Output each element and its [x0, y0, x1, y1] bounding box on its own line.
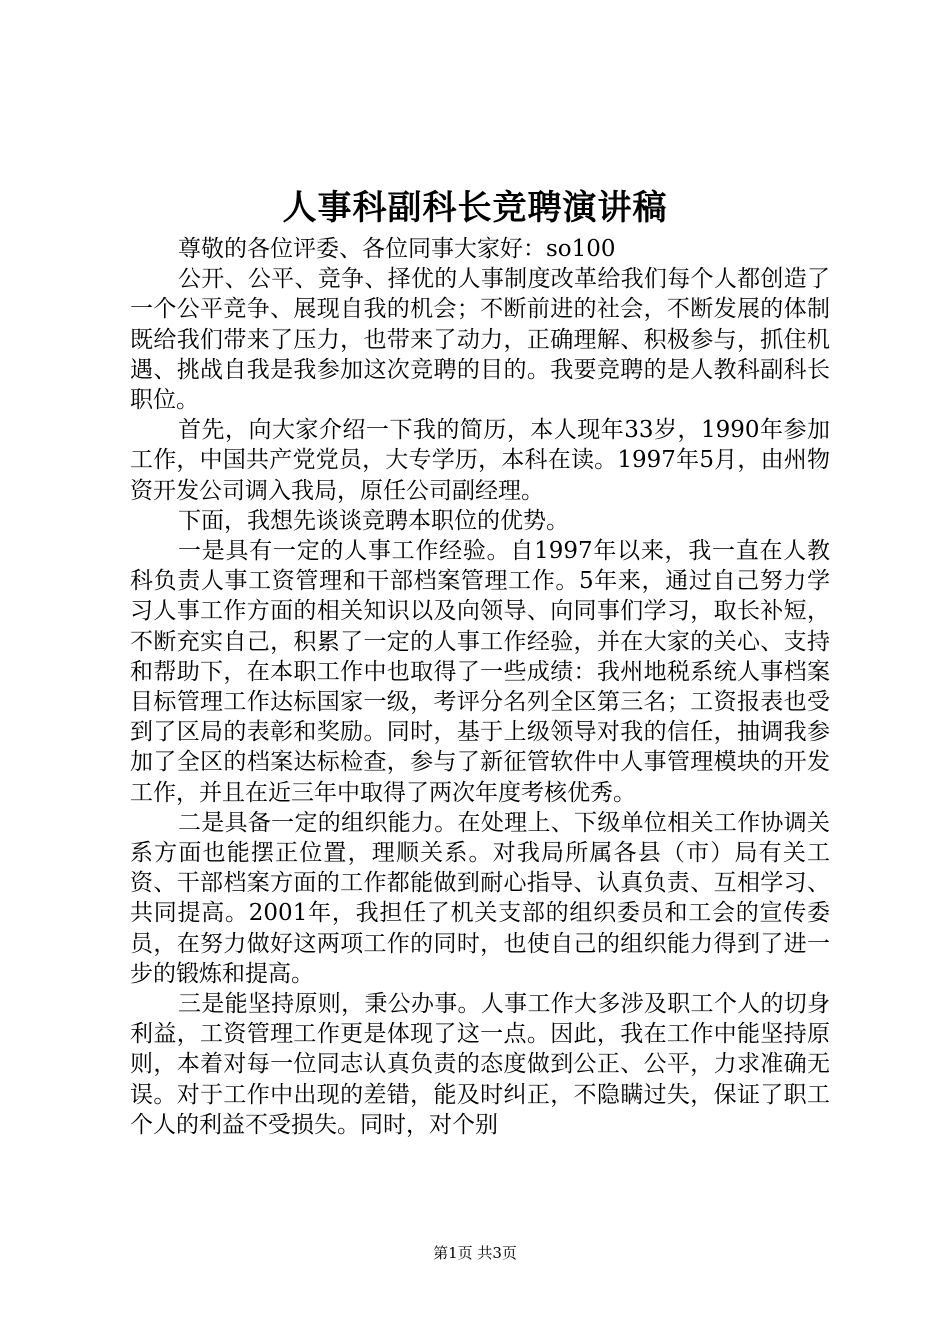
- paragraph-resume: 首先，向大家介绍一下我的简历，本人现年33岁，1990年参加工作，中国共产党党员，大专学历，本科在读。1997年5月，由州物资开发公司调入我局，原任公司副经理。: [130, 417, 830, 504]
- document-body: [130, 234, 830, 1140]
- page-number-footer: 第1页 共3页: [433, 1244, 517, 1262]
- paragraph-advantage-organization: 二是具备一定的组织能力。在处理上、下级单位相关工作协调关系方面也能摆正位置，理顺关系。对我局所属各县（市）局有关工资、干部档案方面的工作都能做到耐心指导、认真负责、互相学习、共同提高。2001年，我担任了机关支部的组织委员和工会的宣传委员，在努力做好这两项工作的同时，也使自己的组织能力得到了进一步的锻炼和提高。: [130, 809, 830, 987]
- paragraph-advantage-principles: 三是能坚持原则，秉公办事。人事工作大多涉及职工个人的切身利益，工资管理工作更是体现了这一点。因此，我在工作中能坚持原则，本着对每一位同志认真负责的态度做到公正、公平，力求准确无误。对于工作中出现的差错，能及时纠正，不隐瞒过失，保证了职工个人的利益不受损失。同时，对个别: [130, 991, 830, 1138]
- paragraph-greeting: 尊敬的各位评委、各位同事大家好：so100: [178, 236, 616, 262]
- document-title: 人事科副科长竞聘演讲稿: [282, 188, 668, 228]
- paragraph-advantage-experience: 一是具有一定的人事工作经验。自1997年以来，我一直在人教科负责人事工资管理和干部档案管理工作。5年来，通过自己努力学习人事工作方面的相关知识以及向领导、向同事们学习，取长补短，不断充实自己，积累了一定的人事工作经验，并在大家的关心、支持和帮助下，在本职工作中也取得了一些成绩：我州地税系统人事档案目标管理工作达标国家一级，考评分名列全区第三名；工资报表也受到了区局的表彰和奖励。同时，基于上级领导对我的信任，抽调我参加了全区的档案达标检查，参与了新征管软件中人事管理模块的开发工作，并且在近三年中取得了两次年度考核优秀。: [130, 538, 830, 806]
- paragraph-introduction: 公开、公平、竞争、择优的人事制度改革给我们每个人都创造了一个公平竞争、展现自我的机会；不断前进的社会，不断发展的体制既给我们带来了压力，也带来了动力，正确理解、积极参与，抓住机遇、挑战自我是我参加这次竞聘的目的。我要竞聘的是人教科副科长职位。: [130, 266, 830, 414]
- paragraph-advantages-intro: 下面，我想先谈谈竞聘本职位的优势。: [178, 507, 569, 534]
